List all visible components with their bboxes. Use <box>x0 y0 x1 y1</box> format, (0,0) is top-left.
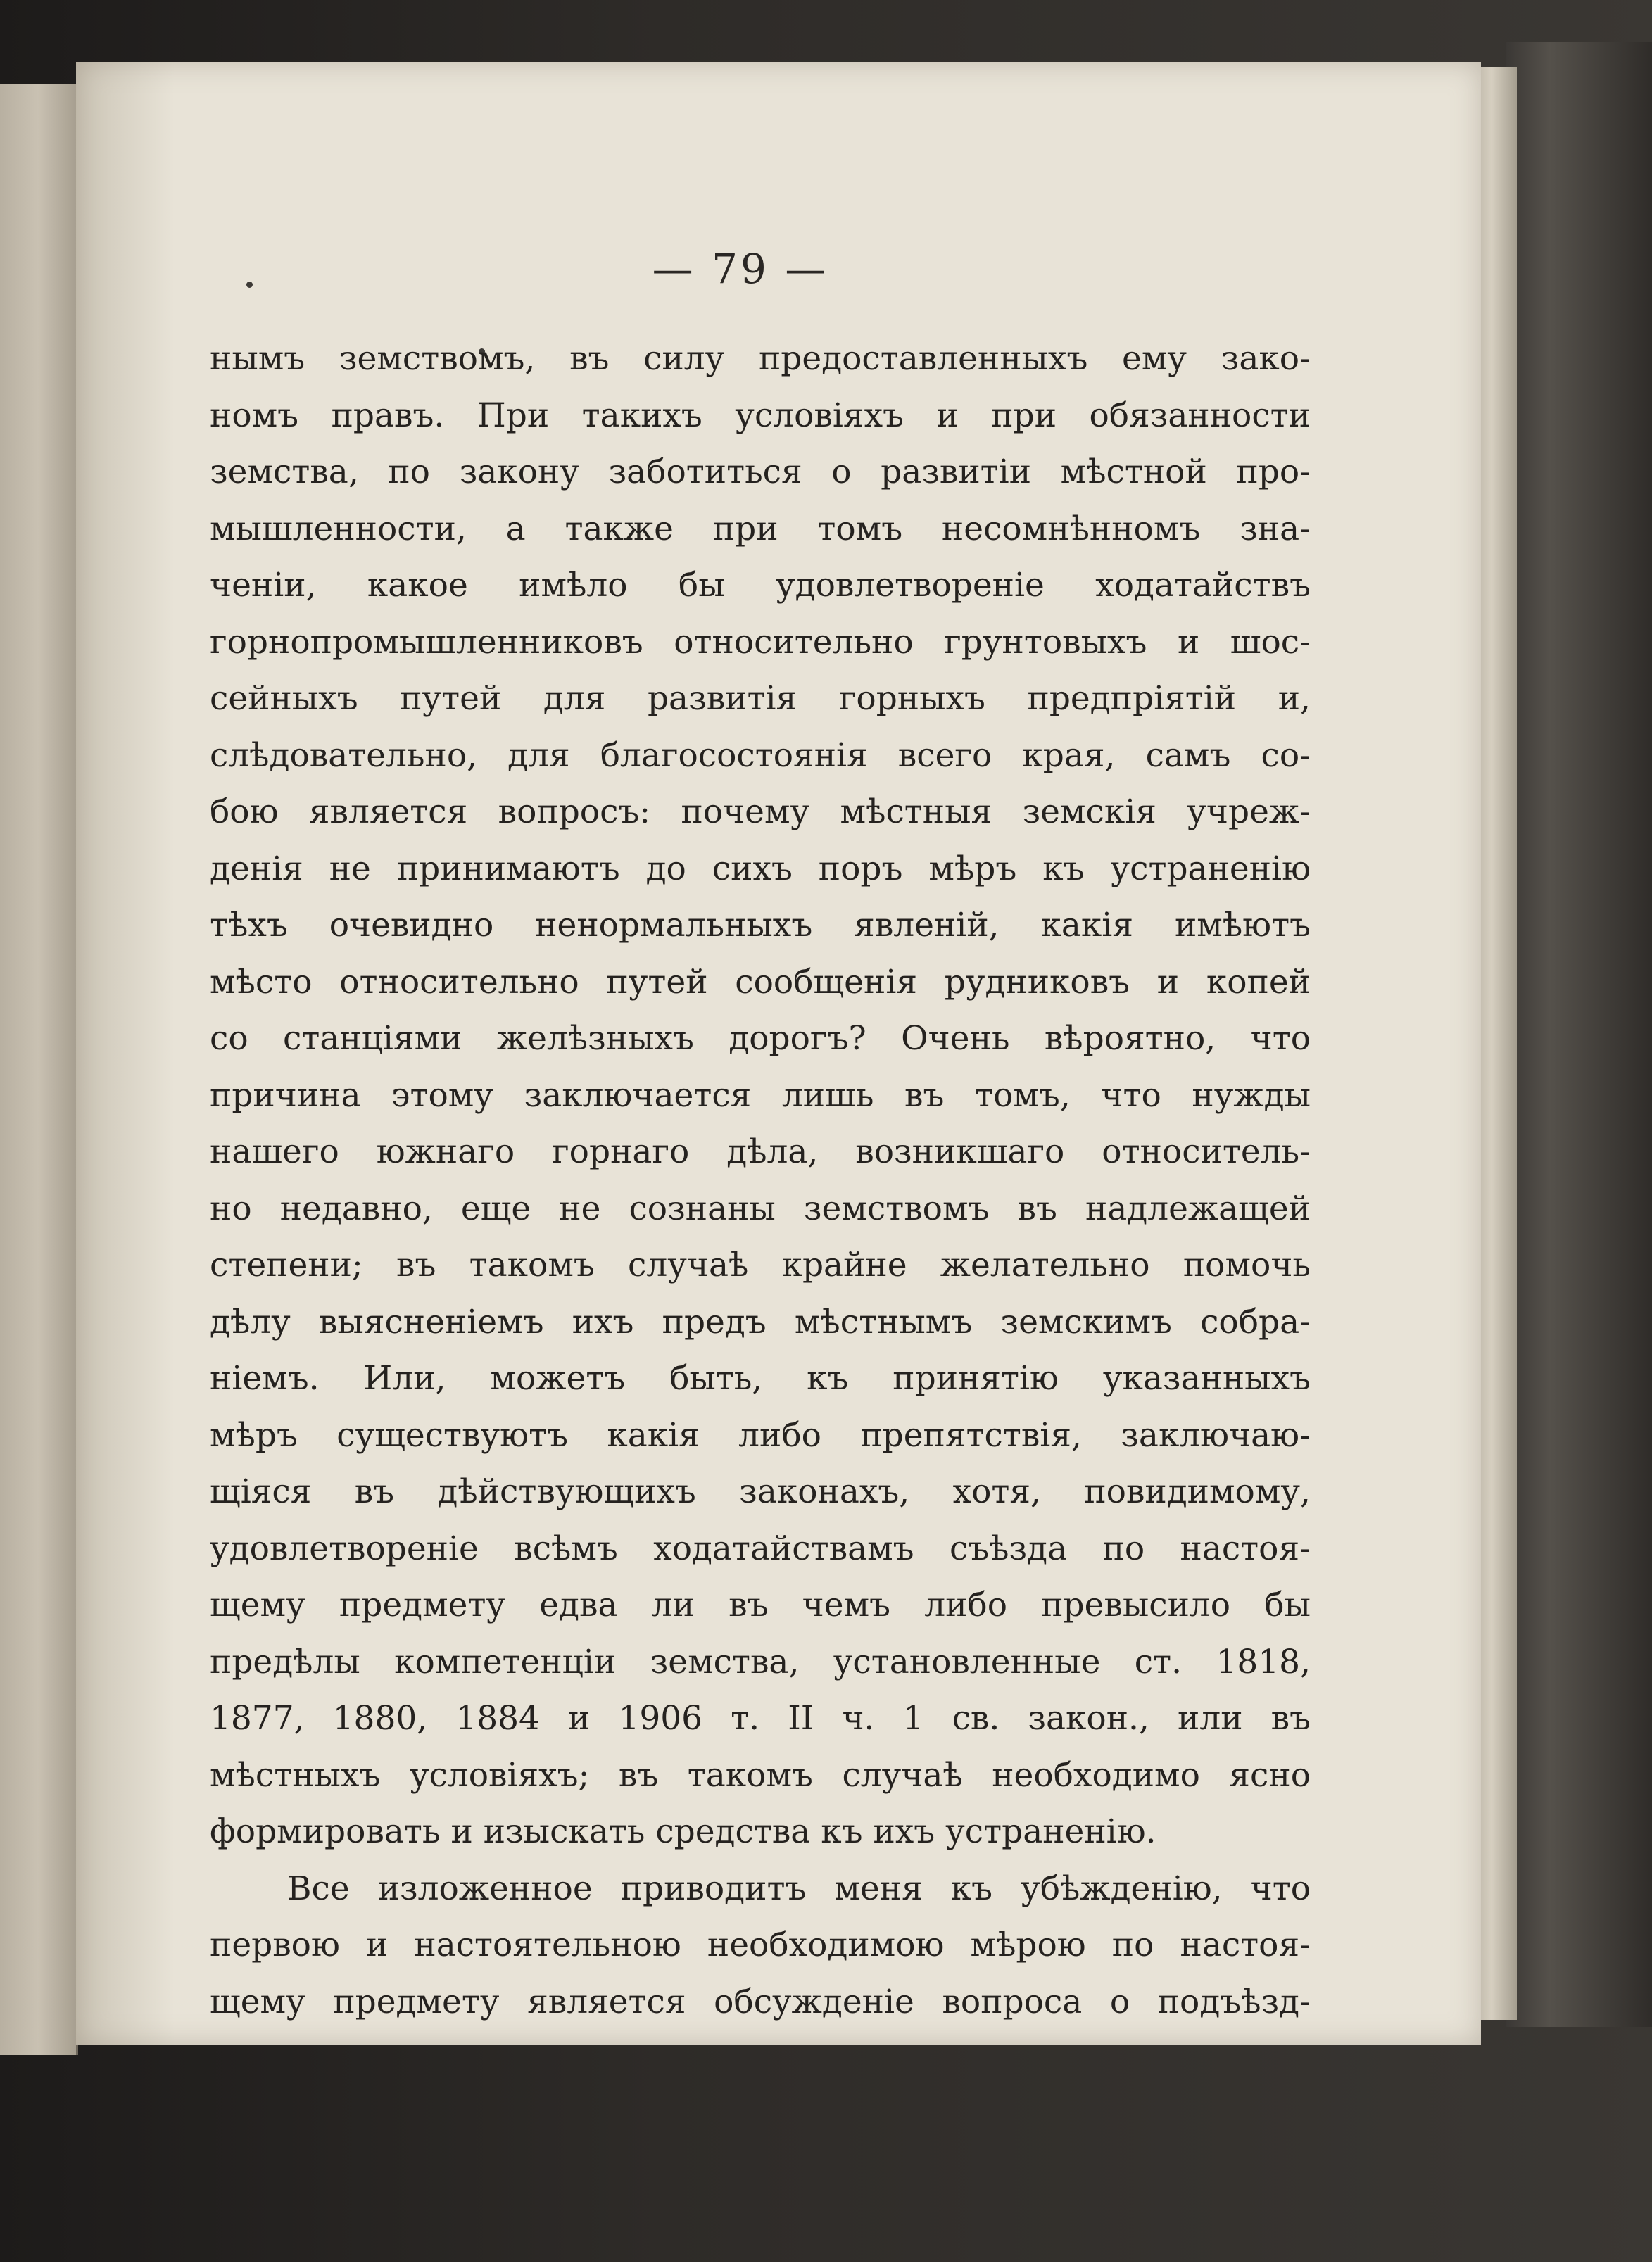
gutter-shadow <box>76 62 175 2045</box>
text-line: щему предмету едва ли въ чемъ либо превысило бы <box>210 1586 1311 1624</box>
text-line: предѣлы компетенціи земства, установленные ст. 1818, <box>210 1642 1311 1681</box>
text-line: ченіи, какое имѣло бы удовлетвореніе ходатайствъ <box>210 566 1311 605</box>
text-line: мѣръ существуютъ какія либо препятствія, заключаю- <box>210 1415 1311 1455</box>
text-line: дѣлу выясненіемъ ихъ предъ мѣстнымъ земскимъ собра- <box>210 1302 1311 1341</box>
page-stack-edge <box>1475 67 1517 2020</box>
text-line: тѣхъ очевидно ненормальныхъ явленій, какія имѣютъ <box>210 906 1311 944</box>
page-number: — 79 — <box>652 245 829 293</box>
text-line: щіяся въ дѣйствующихъ законахъ, хотя, повидимому, <box>210 1472 1311 1511</box>
text-line: мѣстныхъ условіяхъ; въ такомъ случаѣ необходимо ясно <box>210 1755 1311 1795</box>
text-line: горнопромышленниковъ относительно грунтовыхъ и шос- <box>210 622 1311 662</box>
facing-page-edge <box>0 84 78 2055</box>
text-line: Все изложенное приводитъ меня къ убѣжденію, что <box>287 1869 1311 1908</box>
text-line: мѣсто относительно путей сообщенія рудниковъ и копей <box>210 962 1311 1002</box>
text-line: бою является вопросъ: почему мѣстныя земскія учреж- <box>210 792 1311 831</box>
ink-speck <box>246 282 253 288</box>
text-line: формировать и изыскать средства къ ихъ устраненію. <box>210 1812 1156 1851</box>
text-line: первою и настоятельною необходимою мѣрою по настоя- <box>210 1926 1311 1964</box>
text-line: денія не принимаютъ до сихъ поръ мѣръ къ устраненію <box>210 849 1311 888</box>
body-text <box>210 331 1311 2030</box>
text-line: щему предмету является обсужденіе вопроса о подъѣзд- <box>210 1982 1311 2021</box>
text-line: ніемъ. Или, можетъ быть, къ принятію указанныхъ <box>210 1359 1311 1398</box>
text-line: со станціями желѣзныхъ дорогъ? Очень вѣроятно, что <box>210 1019 1311 1058</box>
text-line: степени; въ такомъ случаѣ крайне желательно помочь <box>210 1246 1311 1284</box>
text-line: 1877, 1880, 1884 и 1906 т. II ч. 1 св. закон., или въ <box>210 1699 1311 1738</box>
text-line: но недавно, еще не сознаны земствомъ въ надлежащей <box>210 1189 1311 1228</box>
text-line: слѣдовательно, для благосостоянія всего края, самъ со- <box>210 735 1311 775</box>
text-line: нымъ земствомъ, въ силу предоставленныхъ ему зако- <box>210 339 1311 378</box>
text-line: номъ правъ. При такихъ условіяхъ и при обязанности <box>210 396 1311 435</box>
text-line: мышленности, а также при томъ несомнѣнномъ зна- <box>210 509 1311 548</box>
text-line: удовлетвореніе всѣмъ ходатайствамъ съѣзда по настоя- <box>210 1529 1311 1568</box>
text-line: сейныхъ путей для развитія горныхъ предпріятій и, <box>210 679 1311 718</box>
book-cover-edge <box>1506 42 1652 2027</box>
text-line: нашего южнаго горнаго дѣла, возникшаго относитель- <box>210 1132 1311 1171</box>
text-line: земства, по закону заботиться о развитіи мѣстной про- <box>210 453 1311 491</box>
text-line: причина этому заключается лишь въ томъ, что нужды <box>210 1075 1311 1115</box>
